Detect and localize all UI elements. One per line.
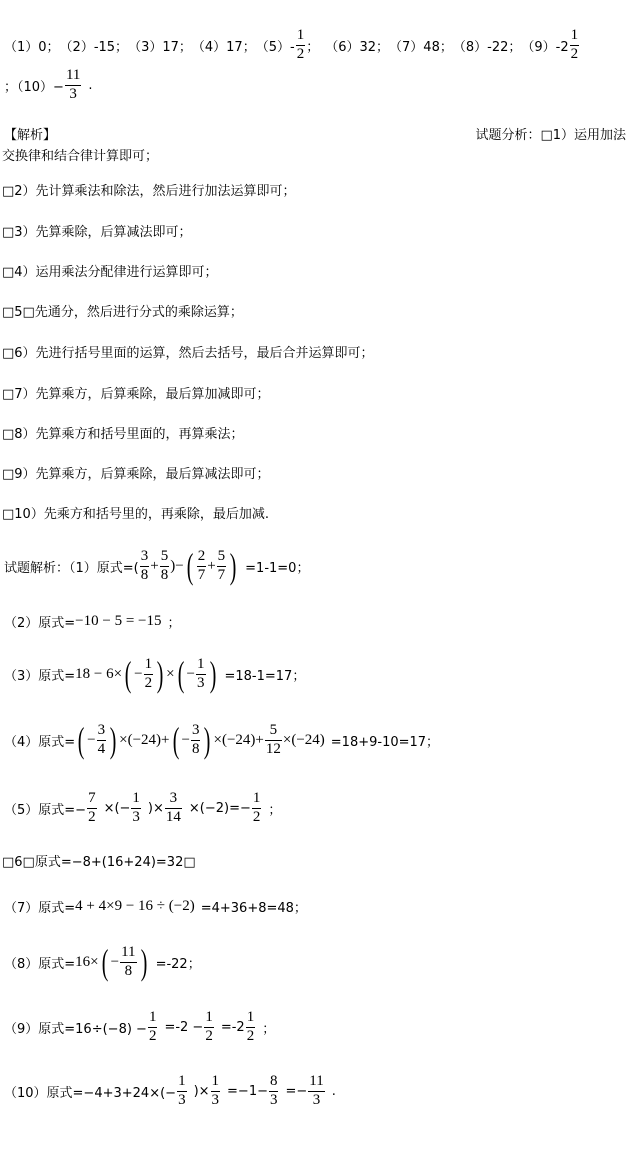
right-paren: ) bbox=[140, 942, 147, 982]
fraction: $\frac{11}{8}$ bbox=[121, 943, 136, 979]
solution-5-end: ； bbox=[268, 802, 282, 818]
fraction: $\frac{1}{2}$ bbox=[246, 1009, 255, 1044]
right-paren: ) bbox=[204, 720, 211, 760]
solution-7-result: =4+36+8=48； bbox=[200, 901, 307, 916]
analysis-line-10 bbox=[2, 503, 269, 522]
fraction: $\frac{3}{4}$ bbox=[97, 721, 106, 757]
fraction: $\frac{1}{3}$ bbox=[178, 1073, 186, 1108]
analysis-line-5-text: □5□先通分，然后进行分式的乘除运算； bbox=[2, 305, 243, 320]
minus-sign: − bbox=[134, 665, 143, 682]
solution-8-label: （8）原式= bbox=[4, 956, 76, 972]
analysis-line-7 bbox=[2, 383, 270, 402]
answer-10-suffix: . bbox=[88, 77, 93, 93]
solution-2 bbox=[4, 612, 181, 631]
answer-10-prefix: ；（10）− bbox=[4, 79, 64, 95]
solution-10-label: （10）原式=−4+3+24×(− bbox=[4, 1085, 177, 1101]
answers-line-2 bbox=[4, 68, 93, 103]
solution-10-term: )× bbox=[193, 1083, 210, 1099]
left-paren: ( bbox=[124, 654, 132, 694]
analysis-line-5 bbox=[2, 301, 243, 320]
solution-5 bbox=[4, 791, 281, 826]
answer-3: （3）17； bbox=[128, 39, 192, 55]
analysis-line-1-text: 交换律和结合律计算即可； bbox=[2, 149, 159, 164]
operator: )− bbox=[170, 557, 184, 574]
solution-4 bbox=[4, 722, 439, 758]
analysis-line-4 bbox=[2, 261, 218, 280]
right-paren: ) bbox=[209, 654, 216, 694]
analysis-line-1 bbox=[2, 145, 158, 164]
solution-10 bbox=[4, 1074, 336, 1109]
answer-1: （1）0； bbox=[4, 39, 60, 55]
solution-9 bbox=[4, 1010, 275, 1045]
solution-6-text: □6□原式=−8+(16+24)=32□ bbox=[2, 855, 196, 870]
answer-10-fraction: $\frac{11}{3}$ bbox=[65, 67, 81, 102]
solution-5-term: ×(− bbox=[103, 800, 131, 816]
minus-sign: − bbox=[181, 731, 190, 748]
fraction: $\frac{1}{3}$ bbox=[197, 655, 205, 691]
solution-4-label: （4）原式= bbox=[4, 734, 76, 750]
solution-4-term: ×(−24)+ bbox=[119, 731, 170, 748]
fraction: $\frac{8}{3}$ bbox=[269, 1073, 278, 1108]
operator: + bbox=[150, 557, 159, 574]
operator: × bbox=[166, 665, 175, 682]
solution-3-label: （3）原式= bbox=[4, 668, 76, 684]
answer-5-fraction: $\frac{1}{2}$ bbox=[296, 27, 305, 62]
solution-3-result: =18-1=17； bbox=[224, 668, 306, 684]
fraction: $\frac{5}{12}$ bbox=[265, 721, 281, 757]
solution-8-result: =-22； bbox=[155, 956, 201, 972]
solution-2-label: （2）原式= bbox=[4, 616, 76, 631]
analysis-intro-right bbox=[475, 124, 626, 143]
analysis-line-3-text: □3）先算乘除，后算减法即可； bbox=[2, 225, 192, 240]
solution-8 bbox=[4, 944, 201, 980]
analysis-line-8 bbox=[2, 423, 244, 442]
solution-4-term: ×(−24) bbox=[282, 731, 325, 748]
solution-6 bbox=[2, 851, 196, 870]
fraction: $\frac{1}{3}$ bbox=[132, 790, 140, 825]
fraction: $\frac{5}{7}$ bbox=[217, 547, 226, 583]
solution-7-label: （7）原式= bbox=[4, 901, 76, 916]
analysis-line-8-text: □8）先算乘方和括号里面的，再算乘法； bbox=[2, 427, 244, 442]
solution-5-term: )× bbox=[147, 800, 164, 816]
solution-1-result: =1-1=0； bbox=[245, 560, 310, 576]
analysis-line-6 bbox=[2, 342, 374, 361]
answer-9-fraction: $\frac{1}{2}$ bbox=[570, 27, 579, 62]
fraction: $\frac{11}{3}$ bbox=[309, 1073, 324, 1108]
solution-10-term: =−1− bbox=[227, 1083, 268, 1099]
left-paren: ( bbox=[177, 654, 184, 694]
solution-9-label: （9）原式=16÷(−8) − bbox=[4, 1021, 147, 1037]
minus-sign: − bbox=[186, 665, 195, 682]
minus-sign: − bbox=[110, 953, 120, 970]
minus-sign: − bbox=[87, 731, 96, 748]
solution-1-label: 试题解析：（1）原式=( bbox=[4, 560, 139, 576]
answer-9-prefix: （9）-2 bbox=[521, 39, 569, 55]
fraction: $\frac{3}{8}$ bbox=[140, 547, 149, 583]
analysis-intro-text: 试题分析：□1）运用加法 bbox=[475, 128, 626, 143]
answer-4: （4）17； bbox=[191, 39, 256, 55]
left-paren: ( bbox=[172, 720, 179, 760]
right-paren: ) bbox=[109, 720, 117, 760]
operator: + bbox=[207, 557, 216, 574]
left-paren: ( bbox=[77, 720, 85, 760]
analysis-line-9-text: □9）先算乘方，后算乘除，最后算减法即可； bbox=[2, 467, 270, 482]
answer-2: （2）-15； bbox=[59, 39, 129, 55]
solution-1 bbox=[4, 548, 309, 584]
right-paren: ) bbox=[156, 654, 164, 694]
fraction: $\frac{1}{2}$ bbox=[144, 655, 153, 691]
analysis-heading bbox=[4, 124, 56, 143]
solution-7-expression: 4 + 4×9 − 16 ÷ (−2) bbox=[75, 898, 195, 914]
solution-2-end: ； bbox=[167, 616, 181, 631]
solution-9-end: ； bbox=[262, 1021, 276, 1037]
fraction: $\frac{1}{3}$ bbox=[211, 1073, 220, 1108]
solution-7 bbox=[4, 897, 307, 916]
solution-10-end: . bbox=[331, 1083, 336, 1099]
answers-line-1 bbox=[4, 28, 580, 63]
solution-3-expression: 18 − 6× bbox=[75, 665, 123, 682]
analysis-line-6-text: □6）先进行括号里面的运算，然后去括号，最后合并运算即可； bbox=[2, 346, 374, 361]
fraction: $\frac{3}{8}$ bbox=[191, 721, 200, 757]
solution-9-term: =-2 − bbox=[164, 1019, 204, 1035]
fraction: $\frac{1}{2}$ bbox=[148, 1009, 157, 1044]
analysis-line-7-text: □7）先算乘方，后算乘除，最后算加减即可； bbox=[2, 387, 270, 402]
solution-4-result: =18+9-10=17； bbox=[330, 734, 440, 750]
fraction: $\frac{1}{2}$ bbox=[205, 1009, 213, 1044]
left-paren: ( bbox=[101, 942, 108, 982]
fraction: $\frac{7}{2}$ bbox=[88, 790, 96, 825]
answer-5-suffix: ； bbox=[306, 39, 320, 55]
fraction: $\frac{2}{7}$ bbox=[197, 547, 206, 583]
solution-5-label: （5）原式=− bbox=[4, 802, 87, 818]
fraction: $\frac{1}{2}$ bbox=[252, 790, 261, 825]
answer-5-prefix: （5）- bbox=[255, 39, 295, 55]
answer-6: （6）32； bbox=[325, 39, 390, 55]
right-paren: ) bbox=[229, 546, 237, 586]
analysis-line-2-text: □2）先计算乘法和除法，然后进行加法运算即可； bbox=[2, 184, 296, 199]
solution-8-expression: 16× bbox=[75, 953, 99, 970]
solution-3 bbox=[4, 656, 305, 692]
solution-5-term: ×(−2)=− bbox=[188, 800, 251, 816]
analysis-line-9 bbox=[2, 463, 270, 482]
analysis-line-10-text: □10）先乘方和括号里的，再乘除，最后加减. bbox=[2, 507, 269, 522]
solution-9-term: =-2 bbox=[220, 1019, 245, 1035]
solution-10-term: =− bbox=[285, 1083, 308, 1099]
left-paren: ( bbox=[186, 546, 193, 586]
analysis-line-4-text: □4）运用乘法分配律进行运算即可； bbox=[2, 265, 218, 280]
fraction: $\frac{3}{14}$ bbox=[165, 790, 181, 825]
analysis-line-3 bbox=[2, 221, 192, 240]
analysis-line-2 bbox=[2, 180, 296, 199]
answer-8: （8）-22； bbox=[452, 39, 522, 55]
fraction: $\frac{5}{8}$ bbox=[160, 547, 169, 583]
solution-4-term: ×(−24)+ bbox=[213, 731, 264, 748]
analysis-heading-text: 【解析】 bbox=[4, 128, 57, 143]
answer-7: （7）48； bbox=[389, 39, 453, 55]
solution-2-expression: −10 − 5 = −15 bbox=[75, 613, 162, 629]
